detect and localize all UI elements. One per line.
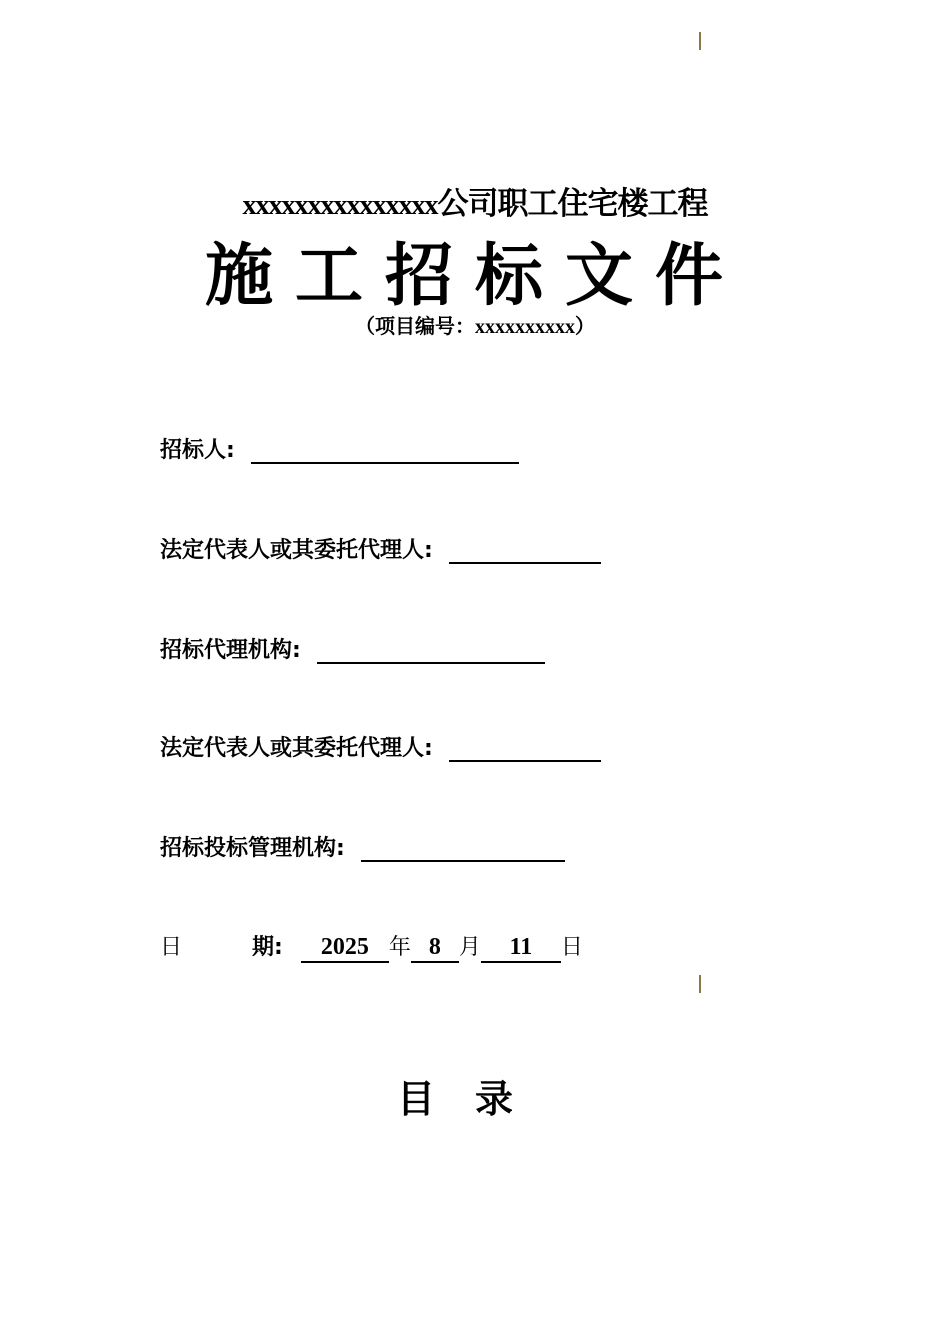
field-tenderer-label: 招标人:: [160, 438, 235, 463]
date-label-qi: 期:: [252, 935, 283, 960]
margin-mark-top: [699, 32, 701, 50]
field-agency-blank[interactable]: [317, 638, 545, 664]
field-tenderer: [160, 433, 519, 464]
date-day[interactable]: 11: [481, 934, 561, 963]
field-legal-rep-1-label: 法定代表人或其委托代理人:: [160, 538, 433, 563]
document-title: 施工招标文件: [204, 236, 745, 316]
field-tenderer-blank[interactable]: [251, 438, 519, 464]
margin-mark-bottom: [699, 975, 701, 993]
project-number-suffix: ）: [575, 314, 595, 338]
project-subtitle: [0, 178, 950, 223]
date-row: [160, 930, 583, 963]
field-legal-rep-2-label: 法定代表人或其委托代理人:: [160, 736, 433, 761]
field-agency: [160, 633, 545, 664]
field-legal-rep-2-blank[interactable]: [449, 736, 601, 762]
company-project-name: 公司职工住宅楼工程: [437, 186, 708, 222]
field-legal-rep-1: [160, 533, 601, 564]
date-year-unit: 年: [388, 935, 411, 960]
toc-title: 目录: [396, 1077, 553, 1121]
project-code: xxxxxxxxxxxxxxx: [242, 190, 438, 221]
field-legal-rep-2: [160, 731, 601, 762]
project-number-prefix: （项目编号：: [355, 314, 475, 338]
date-month-unit: 月: [458, 935, 481, 960]
date-label-ri: 日: [160, 935, 183, 960]
field-management: [160, 831, 565, 862]
project-number: [0, 310, 950, 339]
date-month[interactable]: 8: [411, 934, 459, 963]
date-year[interactable]: 2025: [301, 934, 389, 963]
field-management-blank[interactable]: [361, 836, 565, 862]
date-day-unit: 日: [560, 935, 583, 960]
field-legal-rep-1-blank[interactable]: [449, 538, 601, 564]
field-management-label: 招标投标管理机构:: [160, 836, 345, 861]
field-agency-label: 招标代理机构:: [160, 638, 301, 663]
project-number-value: xxxxxxxxxx: [475, 316, 575, 338]
